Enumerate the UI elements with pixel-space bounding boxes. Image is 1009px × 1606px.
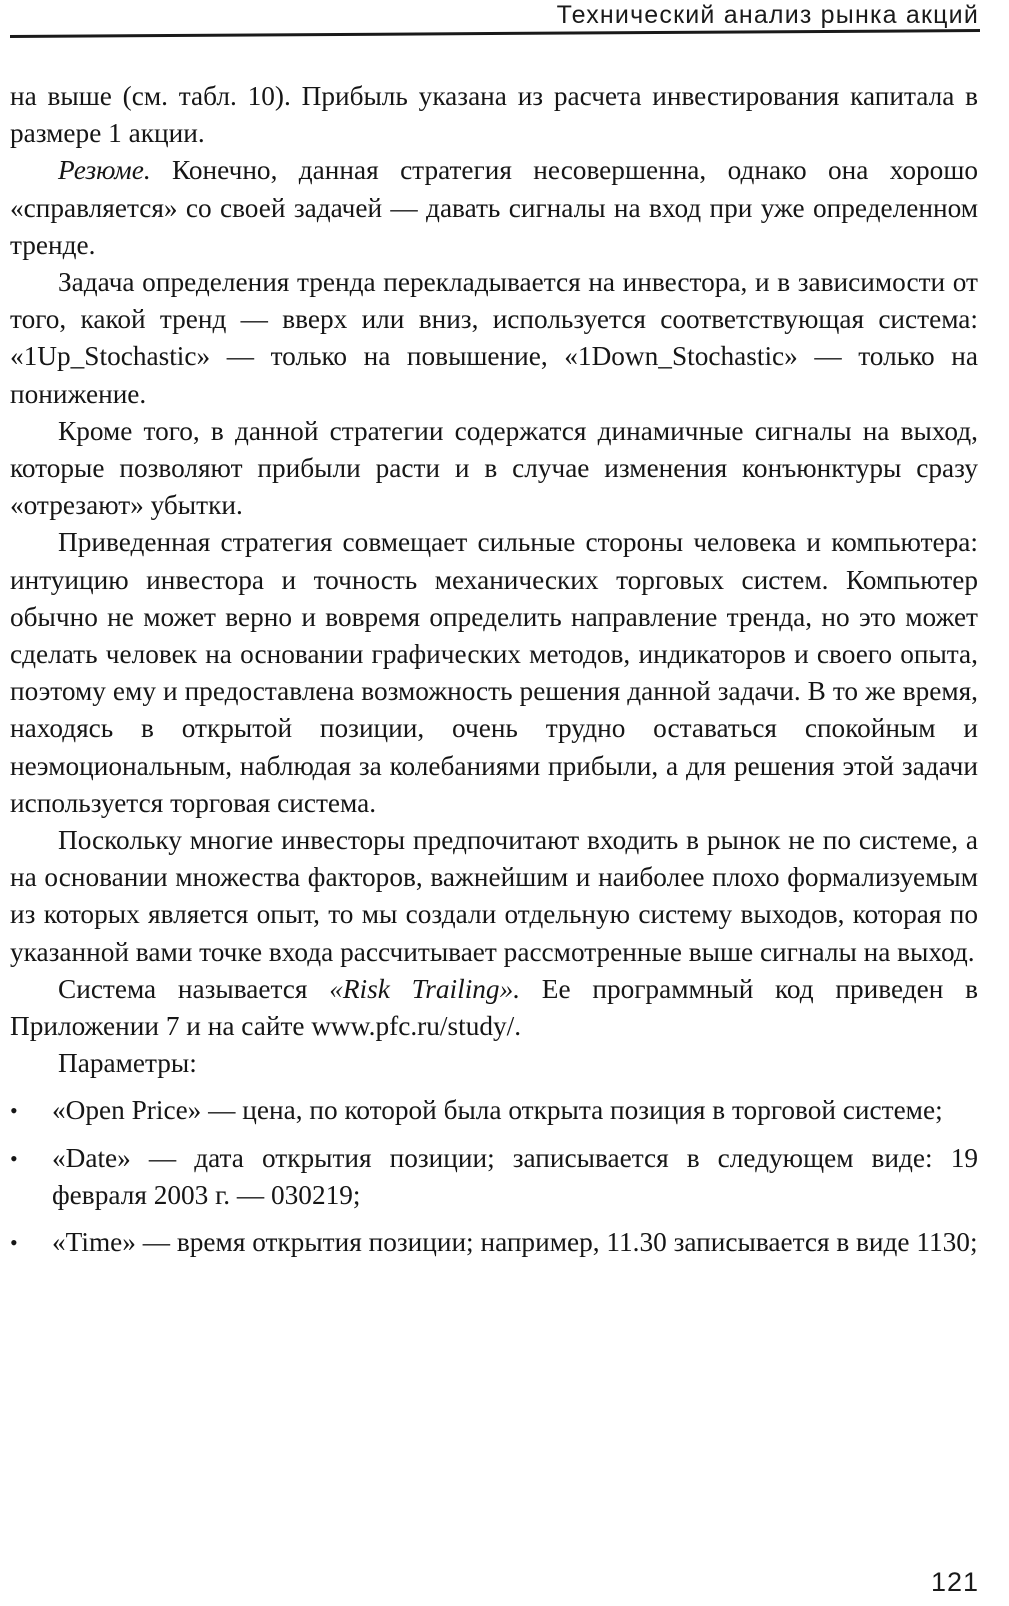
paragraph — [10, 1045, 978, 1082]
text-run: Поскольку многие инвесторы предпочитают входить в рынок не по системе, а на основании множества факторов, важнейшим и наиболее плохо формализуемым из которых является опыт, то мы создали отдельную систему выходов, которая по указанной вами точке входа рассчитывает рассмотренные выше сигналы на выход. — [10, 825, 978, 967]
page-number: 121 — [930, 1567, 979, 1597]
paragraph — [10, 152, 978, 264]
list-item-text: «Date» — дата открытия позиции; записывается в следующем виде: 19 февраля 2003 г. — 030219; — [52, 1142, 978, 1210]
paragraph — [10, 822, 978, 971]
paragraph — [10, 413, 978, 525]
list-item — [10, 1092, 978, 1129]
text-run: Система называется — [58, 973, 330, 1004]
bullet-icon: • — [10, 1098, 18, 1124]
list-item-text: «Time» — время открытия позиции; например, 11.30 записывается в виде 1130; — [52, 1227, 978, 1258]
page-body — [10, 78, 978, 1271]
paragraph — [10, 971, 978, 1045]
paragraph — [10, 264, 978, 413]
list-item — [10, 1140, 978, 1214]
text-run: Ее программный код приведен в Приложении 7 и на сайте www.pfc.ru/study/. — [10, 973, 978, 1042]
text-run: на выше (см. табл. 10). Прибыль указана из расчета инвестирования капитала в размере 1 акции. — [10, 81, 978, 149]
text-run: Кроме того, в данной стратегии содержатся динамичные сигналы на выход, которые позволяют прибыли расти и в случае изменения конъюнктуры сразу «отрезают» убытки. — [10, 415, 978, 521]
list-item-text: «Open Price» — цена, по которой была открыта позиция в торговой системе; — [52, 1095, 943, 1126]
bullet-icon: • — [10, 1145, 18, 1171]
text-run: Конечно, данная стратегия несовершенна, однако она хорошо «справляется» со своей задачей — давать сигналы на вход при уже определенном тренде. — [10, 155, 978, 260]
text-run: Параметры: — [58, 1048, 197, 1079]
text-run: Задача определения тренда перекладывается на инвестора, и в зависимости от того, какой тренд — вверх или вниз, используется соответствующая система: «1Up_Stochastic» — только на повышение, «1Down_Stochastic» — только на понижение. — [10, 267, 978, 409]
paragraph — [10, 78, 978, 152]
paragraph — [10, 524, 978, 822]
text-run: Приведенная стратегия совмещает сильные стороны человека и компьютера: интуицию инвестора и точность механических торговых систем. Компьютер обычно не может верно и вовремя определить направление тренда, но это может сделать человек на основании графических методов, индикаторов и своего опыта, поэтому ему и предоставлена возможность решения данной задачи. В то же время, находясь в открытой позиции, очень трудно оставаться спокойным и неэмоциональным, наблюдая за колебаниями прибыли, а для решения этой задачи используется торговая система. — [10, 527, 978, 818]
italic-text: Резюме. — [58, 155, 151, 186]
italic-text: «Risk Trailing». — [329, 973, 521, 1004]
bullet-icon: • — [10, 1230, 18, 1256]
header-rule — [10, 29, 980, 38]
parameter-list — [10, 1092, 978, 1261]
running-header: Технический анализ рынка акций — [556, 1, 979, 29]
list-item — [10, 1224, 978, 1261]
body-text — [10, 78, 978, 1082]
